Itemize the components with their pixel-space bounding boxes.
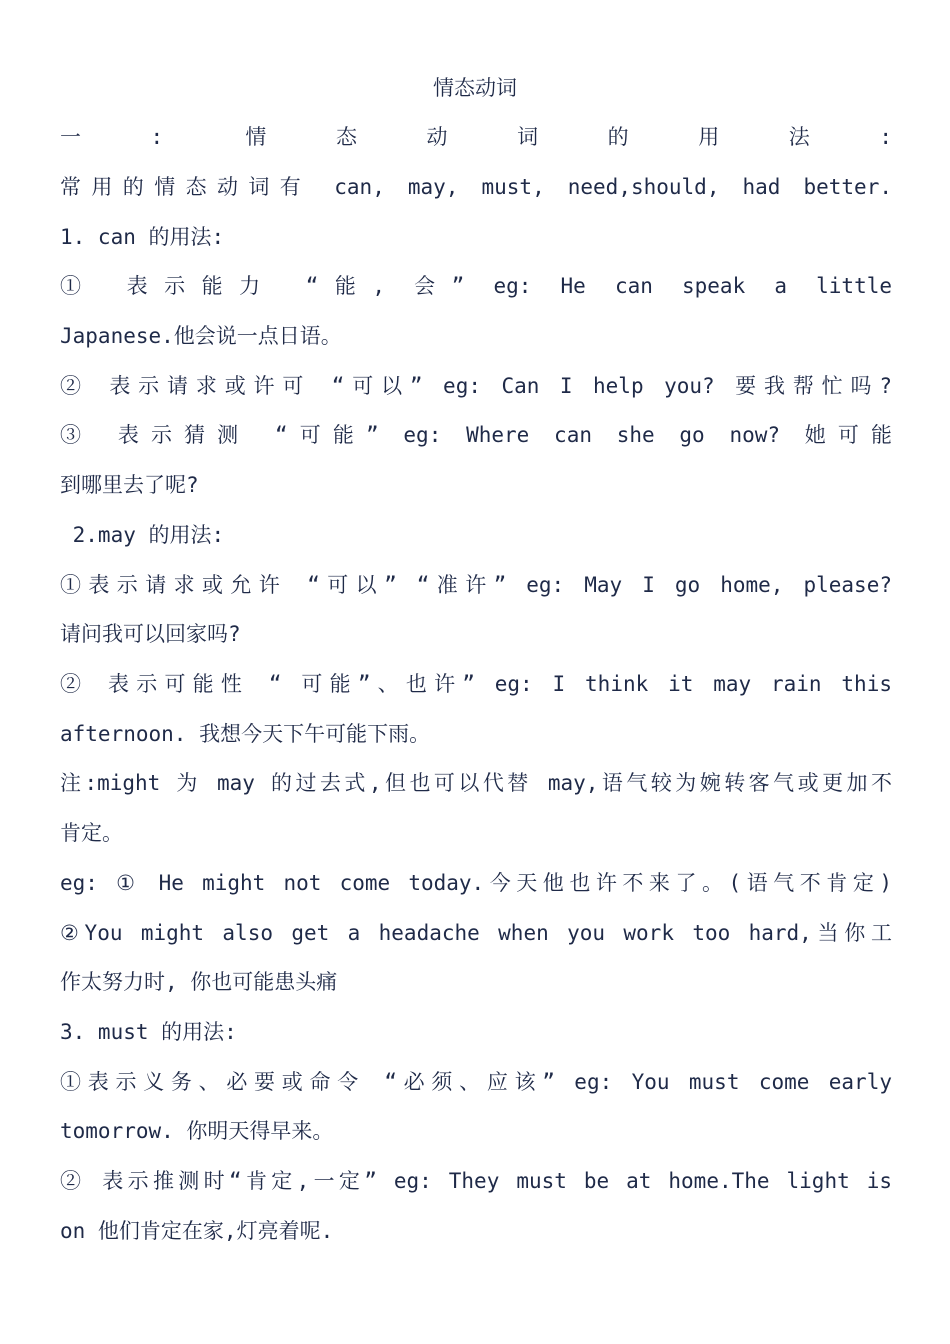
may-possibility-example: ② 表示可能性 “ 可能”、也许” eg: I think it may rain this bbox=[60, 672, 892, 696]
must-inference-example: ② 表示推测时“肯定,一定” eg: They must be at home.The light is bbox=[60, 1169, 892, 1193]
section-heading-usage: 一: 情态动词的用法: bbox=[60, 125, 892, 149]
common-modal-verbs-line: 常用的情态动词有 can, may, must, need,should, had better. bbox=[60, 175, 892, 199]
might-example-2: ②You might also get a headache when you work too hard,当你工 bbox=[60, 921, 892, 945]
might-note: 注:might 为 may 的过去式,但也可以代替 may,语气较为婉转客气或更加不 bbox=[60, 771, 892, 795]
can-usage-heading: 1. can 的用法: bbox=[60, 225, 225, 249]
must-usage-heading: 3. must 的用法: bbox=[60, 1020, 237, 1044]
might-example-2-continued: 作太努力时, 你也可能患头痛 bbox=[60, 970, 338, 994]
can-ability-example: ① 表示能力 “能, 会” eg: He can speak a little bbox=[60, 274, 892, 298]
might-example-1: eg: ① He might not come today.今天他也许不来了。(语气不肯定) bbox=[60, 871, 892, 895]
document-title: 情态动词 bbox=[433, 76, 517, 100]
can-guess-translation: 到哪里去了呢? bbox=[60, 473, 199, 497]
may-permission-example: ①表示请求或允许 “可以” “准许” eg: May I go home, please? bbox=[60, 573, 892, 597]
can-permission-example: ② 表示请求或许可 “可以” eg: Can I help you? 要我帮忙吗? bbox=[60, 374, 892, 398]
can-ability-translation: Japanese.他会说一点日语。 bbox=[60, 324, 342, 348]
may-possibility-translation: afternoon. 我想今天下午可能下雨。 bbox=[60, 722, 431, 746]
may-permission-translation: 请问我可以回家吗? bbox=[60, 622, 241, 646]
must-obligation-translation: tomorrow. 你明天得早来。 bbox=[60, 1119, 334, 1143]
may-usage-heading: 2.may 的用法: bbox=[60, 523, 225, 547]
might-note-continued: 肯定。 bbox=[60, 821, 123, 845]
must-obligation-example: ①表示义务、必要或命令 “必须、应该” eg: You must come early bbox=[60, 1070, 892, 1094]
must-inference-translation: on 他们肯定在家,灯亮着呢. bbox=[60, 1219, 334, 1243]
can-guess-example: ③ 表示猜测 “可能” eg: Where can she go now? 她可能 bbox=[60, 423, 892, 447]
